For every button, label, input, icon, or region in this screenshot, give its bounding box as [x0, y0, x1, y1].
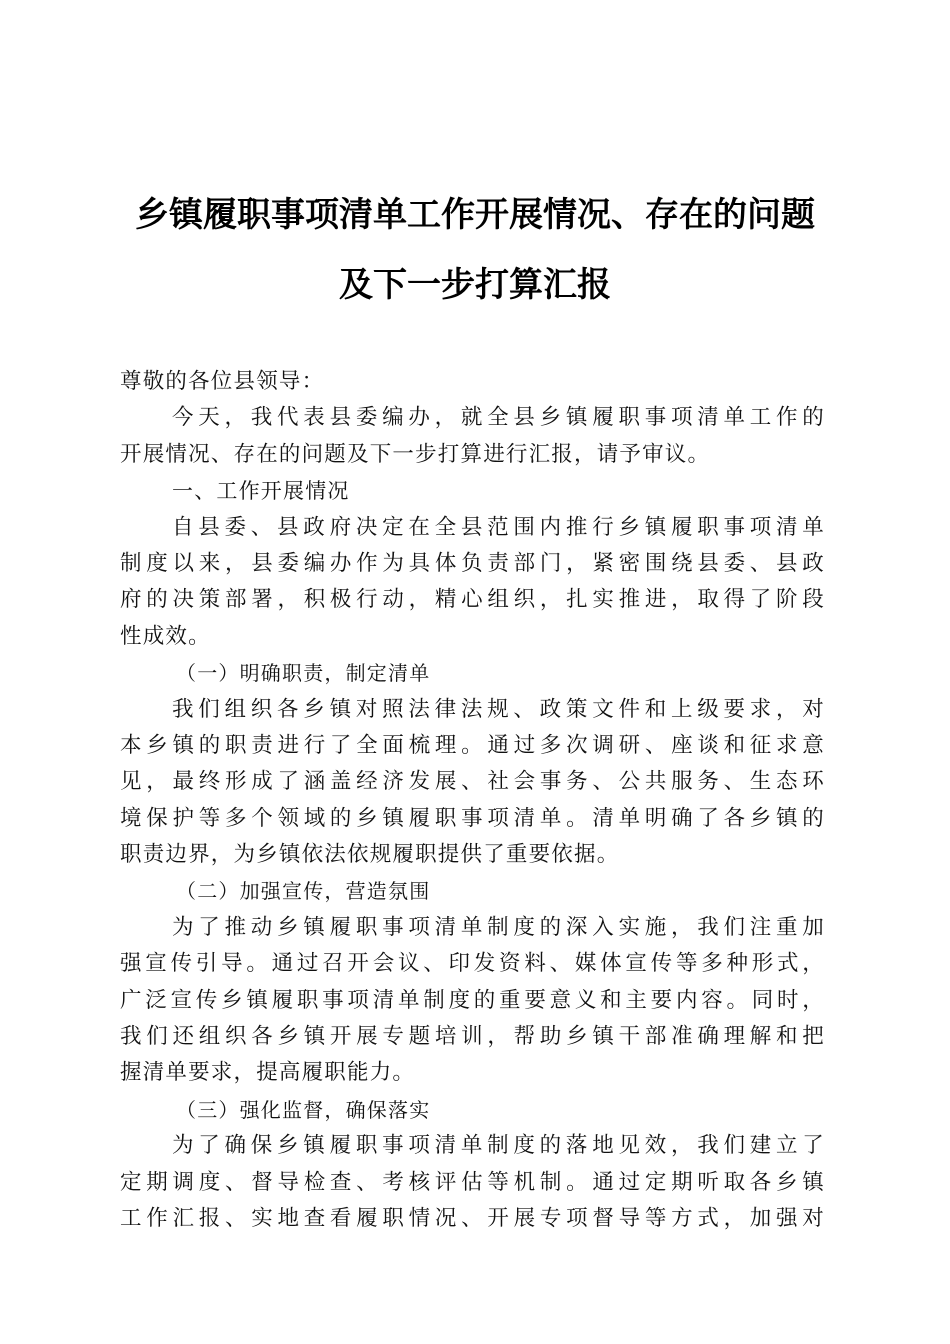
section-1-paragraph-line: 制度以来，县委编办作为具体负责部门，紧密围绕县委、县政	[120, 550, 825, 576]
subsection-1-paragraph-line: 职责边界，为乡镇依法依规履职提供了重要依据。	[120, 842, 620, 868]
subsection-3-paragraph-line: 工作汇报、实地查看履职情况、开展专项督导等方式，加强对	[120, 1205, 825, 1231]
subsection-3-paragraph-line: 为了确保乡镇履职事项清单制度的落地见效，我们建立了	[172, 1133, 825, 1159]
section-1-paragraph-line: 府的决策部署，积极行动，精心组织，扎实推进，取得了阶段	[120, 587, 825, 613]
document-title-line-1: 乡镇履职事项清单工作开展情况、存在的问题	[135, 195, 815, 235]
subsection-2-paragraph-line: 强宣传引导。通过召开会议、印发资料、媒体宣传等多种形式，	[120, 951, 825, 977]
subsection-1-paragraph-line: 见，最终形成了涵盖经济发展、社会事务、公共服务、生态环	[120, 769, 825, 795]
salutation: 尊敬的各位县领导：	[120, 369, 325, 394]
subsection-2-heading: （二）加强宣传，营造氛围	[176, 879, 431, 904]
subsection-3-paragraph-line: 定期调度、督导检查、考核评估等机制。通过定期听取各乡镇	[120, 1169, 825, 1195]
document-body	[120, 364, 825, 1237]
subsection-2-paragraph-line: 我们还组织各乡镇开展专题培训，帮助乡镇干部准确理解和把	[120, 1024, 825, 1050]
document-title-line-2: 及下一步打算汇报	[339, 265, 611, 305]
section-1-paragraph-line: 自县委、县政府决定在全县范围内推行乡镇履职事项清单	[172, 514, 825, 540]
subsection-2-paragraph-line: 为了推动乡镇履职事项清单制度的深入实施，我们注重加	[172, 914, 825, 940]
subsection-2-paragraph-line: 广泛宣传乡镇履职事项清单制度的重要意义和主要内容。同时，	[120, 987, 825, 1013]
subsection-1-paragraph-line: 本乡镇的职责进行了全面梳理。通过多次调研、座谈和征求意	[120, 732, 825, 758]
subsection-1-paragraph-line: 我们组织各乡镇对照法律法规、政策文件和上级要求，对	[172, 696, 825, 722]
section-1-heading: 一、工作开展情况	[172, 479, 350, 504]
intro-line: 开展情况、存在的问题及下一步打算进行汇报，请予审议。	[120, 441, 711, 467]
subsection-1-heading: （一）明确职责，制定清单	[176, 661, 431, 686]
section-1-paragraph-line: 性成效。	[120, 623, 211, 649]
intro-line: 今天，我代表县委编办，就全县乡镇履职事项清单工作的	[172, 405, 825, 431]
subsection-1-paragraph-line: 境保护等多个领域的乡镇履职事项清单。清单明确了各乡镇的	[120, 805, 825, 831]
subsection-2-paragraph-line: 握清单要求，提高履职能力。	[120, 1060, 416, 1086]
subsection-3-heading: （三）强化监督，确保落实	[176, 1097, 431, 1122]
